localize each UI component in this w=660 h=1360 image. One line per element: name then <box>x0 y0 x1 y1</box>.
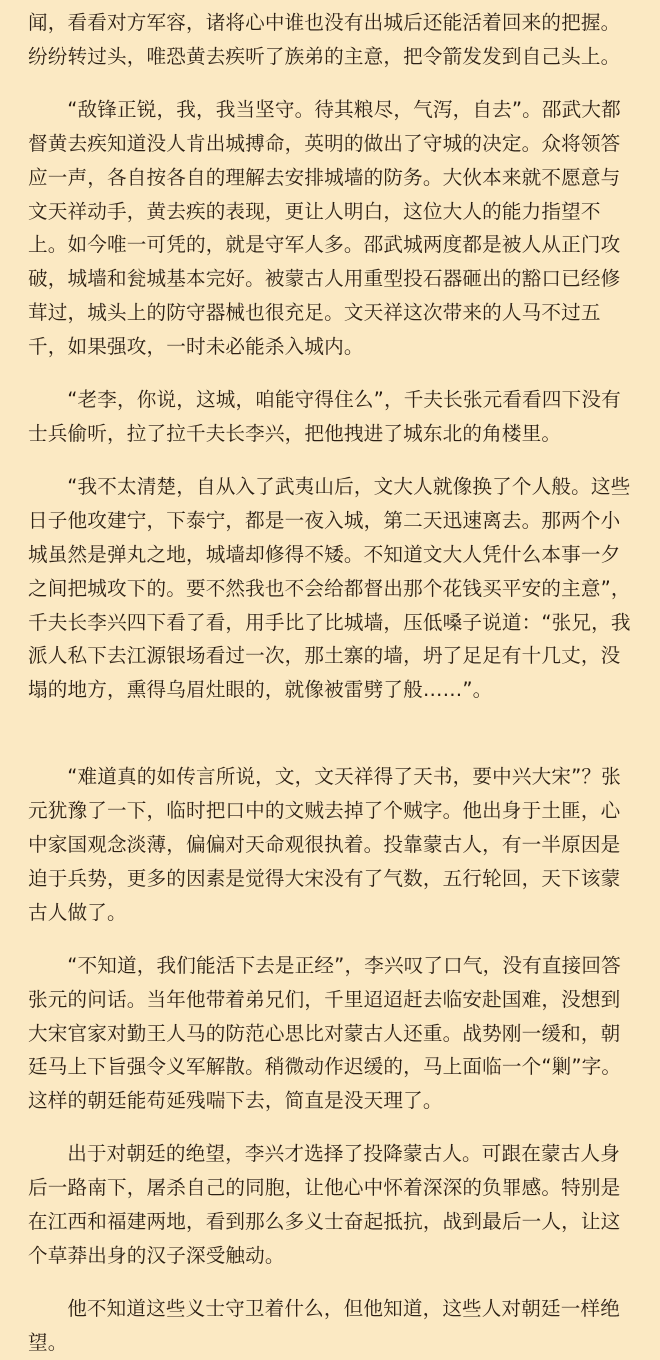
paragraph-5: “难道真的如传言所说，文，文天祥得了天书，要中兴大宋”？张元犹豫了一下，临时把口中的文贼去掉了个贼字。他出身于土匪，心中家国观念淡薄，偏偏对天命观很执着。投靠蒙古人，有一半原因是迫于兵势，更多的因素是觉得大宋没有了气数，五行轮回，天下该蒙古人做了。 <box>28 765 621 924</box>
paragraph-4: “我不太清楚，自从入了武夷山后，文大人就像换了个人般。这些日子他攻建宁，下泰宁，都是一夜入城，第二天迅速离去。那两个小城虽然是弹丸之地，城墙却修得不矮。不知道文大人凭什么本事一夕之间把城攻下的。要不然我也不会给都督出那个花钱买平安的主意”，千夫长李兴四下看了看，用手比了比城墙，压低嗓子说道：“张兄，我派人私下去江源银场看过一次，那土寨的墙，坍了足足有十几丈，没塌的地方，熏得乌眉灶眼的，就像被雷劈了般……”。 <box>28 474 631 702</box>
paragraph-8: 他不知道这些义士守卫着什么，但他知道，这些人对朝廷一样绝望。 <box>28 1296 621 1354</box>
paragraph-6: “不知道，我们能活下去是正经”，李兴叹了口气，没有直接回答张元的问话。当年他带着弟兄们，千里迢迢赶去临安赴国难，没想到大宋官家对勤王人马的防范心思比对蒙古人还重。战势刚一缓和，朝廷马上下旨强令义军解散。稍微动作迟缓的，马上面临一个“剿”字。这样的朝廷能苟延残喘下去，简直是没天理了。 <box>28 953 622 1113</box>
paragraph-3: “老李，你说，这城，咱能守得住么”，千夫长张元看看四下没有士兵偷听，拉了拉千夫长李兴，把他拽进了城东北的角楼里。 <box>28 388 621 445</box>
paragraph-2: “敌锋正锐，我，我当坚守。待其粮尽，气泻，自去”。邵武大都督黄去疾知道没人肯出城搏命，英明的做出了守城的决定。众将领答应一声，各自按各自的理解去安排城墙的防务。大伙本来就不愿意与文天祥动手，黄去疾的表现，更让人明白，这位大人的能力指望不上。如今唯一可凭的，就是守军人多。邵武城两度都是被人从正门攻破，城墙和瓮城基本完好。被蒙古人用重型投石器砸出的豁口已经修茸过，城头上的防守器械也很充足。文天祥这次带来的人马不过五千，如果强攻，一时未必能杀入城内。 <box>28 97 621 359</box>
paragraph-1: 闻，看看对方军容，诸将心中谁也没有出城后还能活着回来的把握。纷纷转过头，唯恐黄去疾听了族弟的主意，把令箭发发到自己头上。 <box>28 11 621 68</box>
paragraph-7: 出于对朝廷的绝望，李兴才选择了投降蒙古人。可跟在蒙古人身后一路南下，屠杀自己的同胞，让他心中怀着深深的负罪感。特别是在江西和福建两地，看到那么多义士奋起抵抗，战到最后一人，让这个草莽出身的汉子深受触动。 <box>28 1142 621 1267</box>
